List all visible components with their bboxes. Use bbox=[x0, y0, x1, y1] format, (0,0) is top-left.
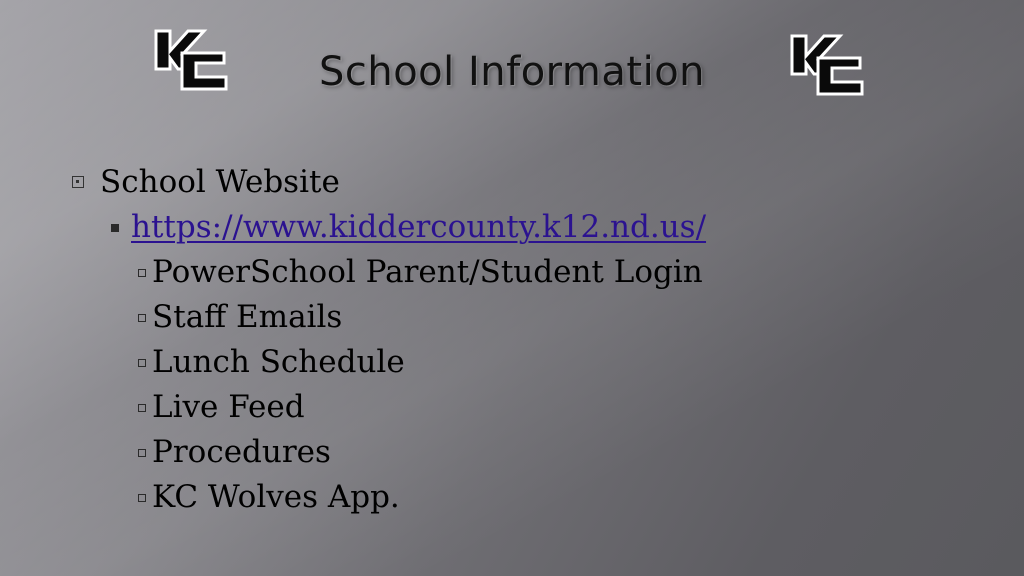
slide-title: School Information bbox=[318, 49, 706, 95]
hollow-square-bullet-icon bbox=[138, 314, 146, 322]
list-item-label: Staff Emails bbox=[152, 299, 343, 335]
hollow-square-bullet-icon bbox=[138, 449, 146, 457]
list-item bbox=[138, 432, 331, 472]
hollow-square-bullet-icon bbox=[138, 359, 146, 367]
list-item-label: School Website bbox=[100, 164, 340, 200]
hollow-square-bullet-icon bbox=[138, 269, 146, 277]
list-item-label: PowerSchool Parent/Student Login bbox=[152, 254, 703, 290]
list-item bbox=[138, 387, 305, 427]
kc-logo-icon bbox=[788, 30, 868, 98]
list-item bbox=[138, 342, 405, 382]
list-item-school-website bbox=[72, 162, 340, 202]
hollow-square-bullet-icon bbox=[138, 494, 146, 502]
hollow-square-bullet-icon bbox=[138, 404, 146, 412]
square-dot-bullet-icon bbox=[72, 176, 84, 188]
list-item bbox=[138, 297, 342, 337]
list-item-website-link bbox=[111, 207, 706, 247]
filled-square-bullet-icon bbox=[111, 224, 119, 232]
school-website-link[interactable]: https://www.kiddercounty.k12.nd.us/ bbox=[131, 209, 707, 245]
list-item bbox=[138, 252, 703, 292]
list-item-label: Lunch Schedule bbox=[152, 344, 405, 380]
list-item-label: Procedures bbox=[152, 434, 331, 470]
list-item-label: Live Feed bbox=[152, 389, 305, 425]
list-item bbox=[138, 477, 400, 517]
list-item-label: KC Wolves App. bbox=[152, 479, 400, 515]
